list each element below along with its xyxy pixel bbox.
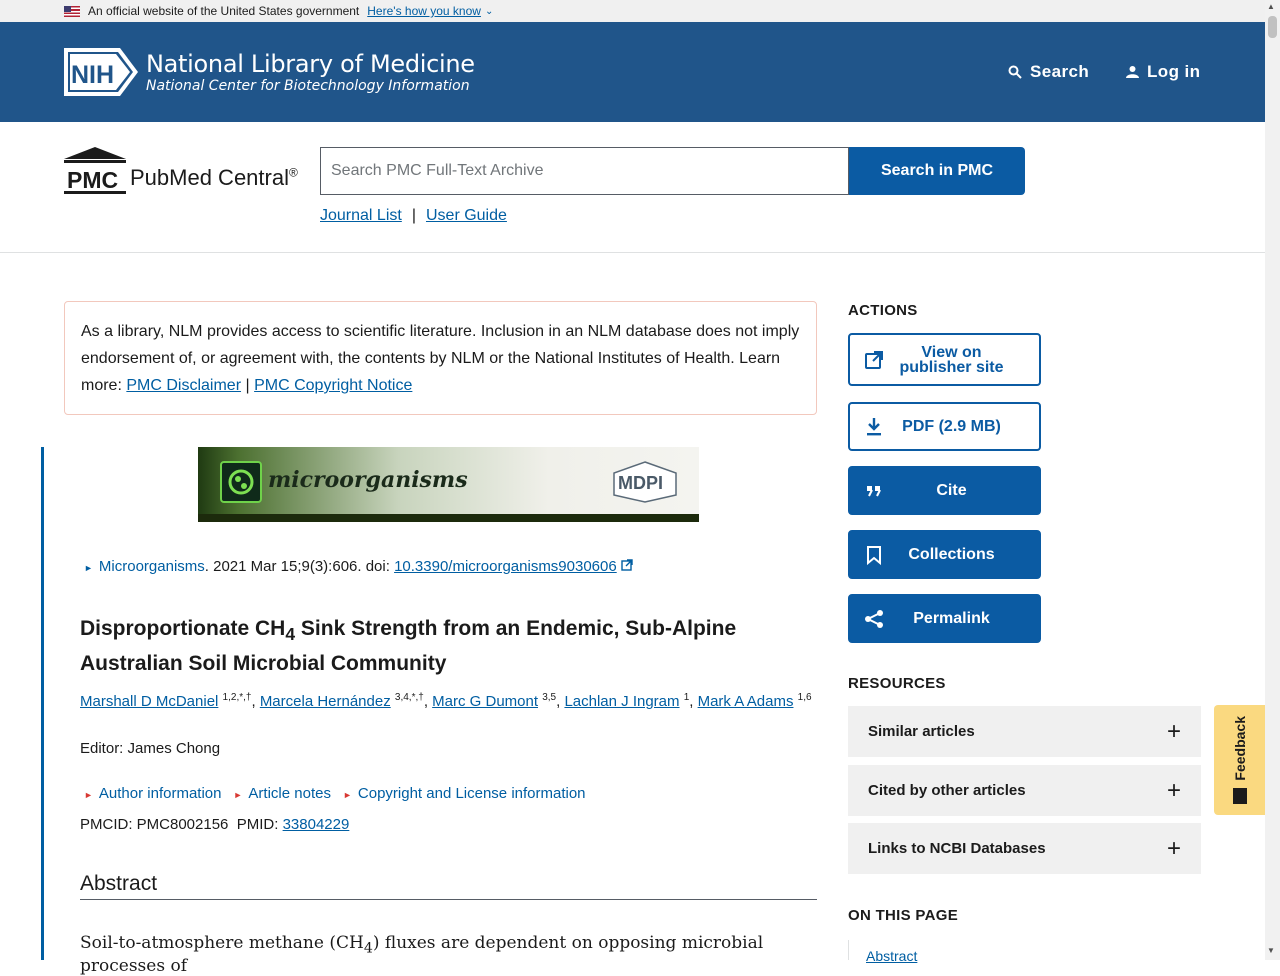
author-affiliation: 1,2,*,† [222,692,252,703]
article-title [80,614,780,679]
share-icon [864,609,884,629]
collections-button[interactable] [848,530,1041,579]
header-login-button[interactable] [1126,62,1200,82]
journal-list-link[interactable]: Journal List [320,207,402,224]
cited-by-accordion[interactable] [848,765,1201,816]
author-affiliation: 3,5 [542,692,557,703]
author-affiliation: 3,4,*,† [394,692,424,703]
download-icon [866,418,882,436]
pmcid: PMCID: PMC8002156 [80,816,229,833]
abstract-heading: Abstract [80,872,817,900]
page-scrollbar[interactable] [1265,0,1280,960]
pmc-nav-links [320,207,507,225]
pmc-copyright-link[interactable]: PMC Copyright Notice [254,377,413,394]
nih-header [0,22,1265,122]
gov-banner-link[interactable]: Here's how you know [367,4,481,18]
disclaimer-box [64,301,817,415]
scroll-down-arrow-icon[interactable]: ▼ [1267,946,1275,955]
ncbi-links-label: Links to NCBI Databases [868,840,1046,857]
view-publisher-label: View on publisher site [899,343,1004,376]
pmc-search-button[interactable]: Search in PMC [849,147,1025,195]
scroll-up-arrow-icon[interactable]: ▲ [1267,2,1275,11]
ncbi-links-accordion[interactable] [848,823,1201,874]
author-link[interactable]: Mark A Adams [697,693,794,710]
copyright-info-toggle[interactable] [343,785,586,802]
article-ids [80,816,349,833]
expand-triangle-icon: ► [84,790,93,800]
journal-banner[interactable] [198,447,699,522]
title-part2: Sink Strength from an Endemic, Sub-Alpine Australian Soil Microbial Community [80,617,737,676]
gov-banner [0,0,1265,22]
citation-details: . 2021 Mar 15;9(3):606. doi: [204,558,395,575]
pmid-link[interactable]: 33804229 [282,816,350,833]
header-login-label: Log in [1147,62,1201,81]
actions-heading: ACTIONS [848,302,918,319]
scrollbar-thumb[interactable] [1268,16,1277,38]
author-affiliation: 1,6 [797,692,812,703]
citation-line [84,558,633,575]
expand-triangle-icon: ► [233,790,243,800]
cited-by-label: Cited by other articles [868,782,1026,799]
toc-rule [848,940,849,960]
disclaimer-text: As a library, NLM provides access to scientific literature. Inclusion in an NLM database does not imply endorsement of, or agreement with, the contents by NLM or the National Institutes of Health. [81,323,800,367]
nih-logo[interactable] [64,48,138,96]
bookmark-icon [867,546,881,564]
doi-link[interactable]: 10.3390/microorganisms9030606 [394,558,617,575]
view-publisher-button[interactable] [848,333,1041,386]
user-guide-link[interactable]: User Guide [425,207,507,224]
external-link-icon[interactable] [621,559,633,571]
author-link[interactable]: Lachlan J Ingram [564,693,680,710]
author-link[interactable]: Marshall D McDaniel [80,693,219,710]
title-subscript: 4 [285,624,296,645]
pmc-search-input[interactable] [320,147,849,195]
pmid-label: PMID: [236,816,279,833]
us-flag-icon [64,6,80,17]
article-notes-toggle[interactable] [234,785,331,802]
quote-icon [866,485,882,497]
pmc-logo-name [130,165,298,191]
plus-icon: + [1166,776,1181,804]
author-info-label: Author information [98,785,222,802]
author-list: Marshall D McDaniel $^{1,2,*,\dagger}$, Marcela Hernández $^{3,4,*,\dagger}$, Marc G Dumont $^{3,5}$, Lachlan J Ingram $^1$, Mark A Adams $^{1,6}$ [80,692,812,710]
collections-label: Collections [908,546,995,563]
chevron-down-icon[interactable]: ⌄ [484,5,494,17]
feedback-label: Feedback [1231,715,1248,781]
toc-abstract-link[interactable]: Abstract [866,948,918,964]
link-separator: | [411,207,416,224]
abstract-text-start: Soil-to-atmosphere methane (CH [80,933,364,953]
search-icon [1008,65,1022,79]
cite-button[interactable] [848,466,1041,515]
gov-banner-text: An official website of the United States government [88,4,360,18]
expand-triangle-icon[interactable]: ► [84,563,93,573]
pmc-building-icon [64,147,126,195]
journal-logo-icon [220,461,262,503]
banner-bottom-strip [198,514,699,522]
registered-mark: ® [288,165,298,180]
mdpi-logo-text: MDPI [618,473,663,493]
plus-icon: + [1166,717,1181,745]
article-editor: Editor: James Chong [80,740,221,757]
pmc-logo-name-text: PubMed Central [130,165,289,190]
mdpi-logo [612,461,678,503]
title-part1: Disproportionate CH [80,617,286,640]
journal-banner-name: microorganisms [268,467,468,493]
article-notes-label: Article notes [248,785,331,802]
pmc-disclaimer-link[interactable]: PMC Disclaimer [126,377,242,394]
org-subtitle: National Center for Biotechnology Information [146,78,470,94]
article-info-links [84,785,586,802]
similar-articles-accordion[interactable] [848,706,1201,757]
on-this-page-heading: ON THIS PAGE [848,907,958,924]
header-search-label: Search [1030,62,1090,81]
header-search-button[interactable] [1008,62,1089,82]
permalink-button[interactable] [848,594,1041,643]
pmc-logo[interactable] [64,147,298,195]
permalink-label: Permalink [913,610,990,627]
abstract-subscript: 4 [363,940,373,957]
cite-label: Cite [936,482,967,499]
pdf-label: PDF (2.9 MB) [902,418,1001,435]
pmc-logo-abbr: PMC [67,167,119,193]
plus-icon: + [1166,834,1181,862]
author-affiliation: 1 [683,692,690,703]
learn-more-label: Learn more: [81,350,781,394]
journal-name-link[interactable]: Microorganisms [98,558,205,575]
expand-triangle-icon: ► [342,790,352,800]
copyright-info-label: Copyright and License information [357,785,586,802]
abstract-text-rest: ) fluxes are dependent on opposing microbial processes of [80,933,764,976]
author-info-toggle[interactable] [84,785,222,802]
abstract-paragraph [80,933,820,976]
feedback-icon [1233,788,1247,804]
feedback-tab[interactable] [1214,705,1265,815]
pmc-bar [0,122,1265,253]
user-icon [1126,65,1139,79]
nih-logo-text: NIH [71,61,115,89]
author-link[interactable]: Marcela Hernández [259,693,391,710]
org-title: National Library of Medicine [146,50,475,78]
similar-articles-label: Similar articles [868,723,975,740]
external-link-icon [864,350,884,370]
author-link[interactable]: Marc G Dumont [432,693,539,710]
content-left-rule [41,447,44,960]
resources-heading: RESOURCES [848,675,946,692]
pdf-button[interactable] [848,402,1041,451]
disclaimer-separator: | [245,377,250,394]
